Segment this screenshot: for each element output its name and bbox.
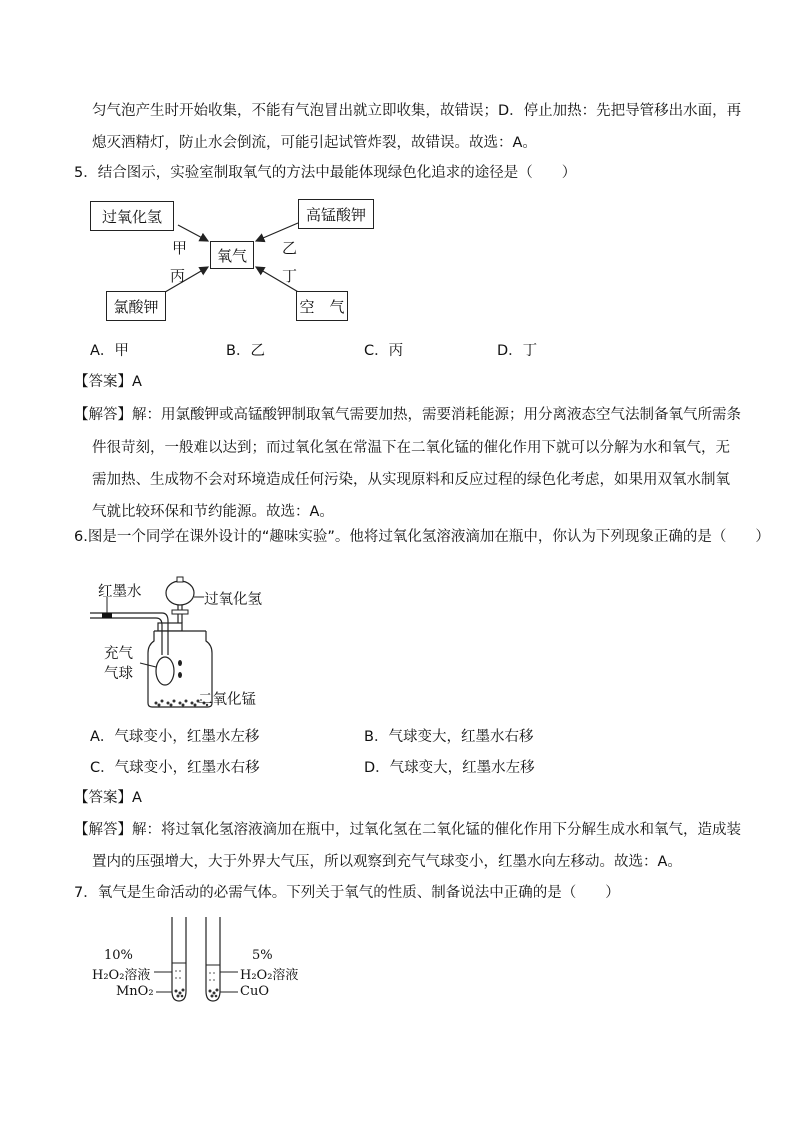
q6-analysis-line-1: 【解答】解：将过氧化氢溶液滴加在瓶中，过氧化氢在二氧化锰的催化作用下分解生成水和氧气，造成装 xyxy=(74,822,741,838)
label-right-concentration: 5% xyxy=(252,948,273,963)
q7-test-tubes-diagram xyxy=(90,915,330,1005)
q6-stem: 6.图是一个同学在课外设计的“趣味实验”。他将过氧化氢溶液滴加在瓶中，你认为下列现象正确的是（ ） xyxy=(74,529,770,545)
q6-option-c: C．气球变小，红墨水右移 xyxy=(90,760,260,776)
q5-analysis-line-1: 【解答】解：用氯酸钾或高锰酸钾制取氧气需要加热，需要消耗能源；用分离液态空气法制备氧气所需条 xyxy=(74,407,741,423)
label-balloon-line2: 气球 xyxy=(104,666,133,682)
box-potassium-chlorate: 氯酸钾 xyxy=(106,291,166,321)
box-potassium-permanganate: 高锰酸钾 xyxy=(298,199,374,229)
label-left-solution: H₂O₂溶液 xyxy=(92,968,151,983)
label-left-catalyst: MnO₂ xyxy=(116,984,154,999)
q6-analysis-line-2: 置内的压强增大，大于外界大气压，所以观察到充气气球变小，红墨水向左移动。故选：A。 xyxy=(92,854,682,870)
path-label-bing: 丙 xyxy=(170,267,186,285)
q5-option-b: B．乙 xyxy=(226,343,265,359)
q5-option-d: D．丁 xyxy=(497,343,538,359)
q5-analysis-line-4: 气就比较环保和节约能源。故选：A。 xyxy=(92,504,334,520)
path-label-jia: 甲 xyxy=(172,239,188,257)
q5-analysis-line-2: 件很苛刻，一般难以达到；而过氧化氢在常温下在二氧化锰的催化作用下就可以分解为水和氧气，无 xyxy=(92,440,730,456)
q5-stem: 5．结合图示，实验室制取氧气的方法中最能体现绿色化追求的途径是（ ） xyxy=(74,165,577,181)
q6-option-b: B．气球变大，红墨水右移 xyxy=(364,729,534,745)
box-air: 空 气 xyxy=(296,291,348,321)
box-hydrogen-peroxide: 过氧化氢 xyxy=(90,201,174,231)
q5-analysis-line-3: 需加热、生成物不会对环境造成任何污染，从实现原料和反应过程的绿色化考虑，如果用双氧水制氧 xyxy=(92,472,730,488)
q5-option-c: C．丙 xyxy=(364,343,404,359)
path-label-ding: 丁 xyxy=(282,267,298,285)
label-manganese-dioxide: 二氧化锰 xyxy=(198,692,256,708)
q5-diagram xyxy=(90,195,380,330)
q6-option-d: D．气球变大，红墨水左移 xyxy=(364,760,535,776)
q6-apparatus-diagram xyxy=(90,575,290,715)
q6-answer: 【答案】A xyxy=(74,790,142,806)
q7-stem: 7．氧气是生命活动的必需气体。下列关于氧气的性质、制备说法中正确的是（ ） xyxy=(74,885,620,901)
label-red-ink: 红墨水 xyxy=(98,584,142,600)
label-right-solution: H₂O₂溶液 xyxy=(240,968,299,983)
prev-answer-line-2: 熄灭酒精灯，防止水会倒流，可能引起试管炸裂，故错误。故选：A。 xyxy=(92,135,537,151)
label-balloon-line1: 充气 xyxy=(104,646,133,662)
label-right-catalyst: CuO xyxy=(240,984,269,999)
label-hydrogen-peroxide: 过氧化氢 xyxy=(204,592,262,608)
q6-option-a: A．气球变小，红墨水左移 xyxy=(90,729,260,745)
path-label-yi: 乙 xyxy=(282,239,298,257)
box-oxygen: 氧气 xyxy=(210,241,254,269)
q5-answer: 【答案】A xyxy=(74,374,142,390)
q5-option-a: A．甲 xyxy=(90,343,129,359)
prev-answer-line-1: 匀气泡产生时开始收集，不能有气泡冒出就立即收集，故错误；D．停止加热：先把导管移出水面，再 xyxy=(92,103,742,119)
label-left-concentration: 10% xyxy=(104,948,133,963)
